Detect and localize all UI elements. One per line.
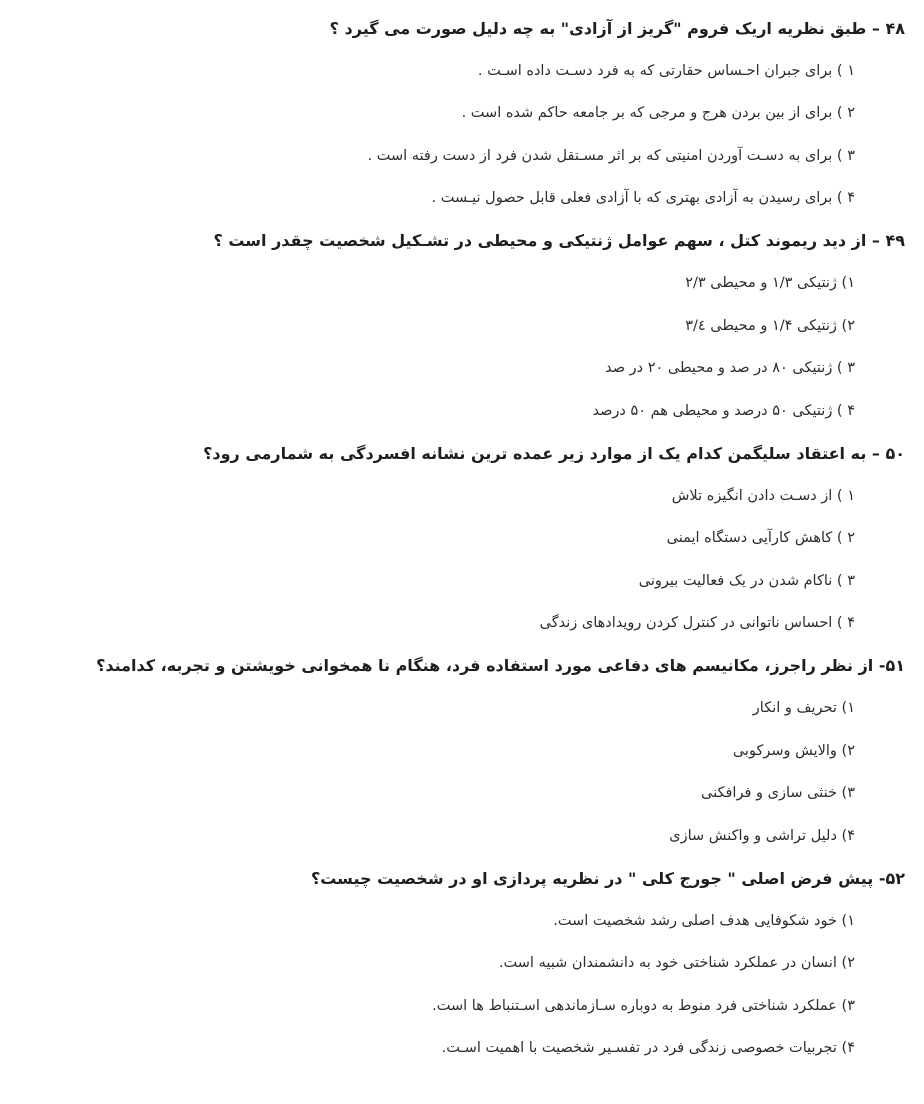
question-49-option-4: ۴ ) ژنتیکی ۵۰ درصد و محیطی هم ۵۰ درصد <box>592 402 855 419</box>
question-51-option-1: ۱) تحریف و انکار <box>752 700 855 717</box>
question-51-option-2: ۲) والایش وسرکوبی <box>732 742 855 759</box>
question-50-option-2: ۲ ) کاهش کارآیی دستگاه ایمنی <box>666 530 855 547</box>
question-49-option-1: ۱) ژنتیکی ۱/۳ و محیطی ۲/۳ <box>685 275 855 292</box>
question-51-text: ۵۱- از نظر راجرز، مکانیسم های دفاعی مورد استفاده فرد، هنگام نا همخوانی خویشتن و تجربه، کدامند؟ <box>96 656 905 676</box>
question-48-option-3: ۳ ) برای به دسـت آوردن امنیتی که بر اثر مسـتقل شدن فرد از دست رفته است . <box>367 147 855 164</box>
question-52-option-2: ۲) انسان در عملکرد شناختی خود به دانشمندان شبیه است. <box>498 955 855 972</box>
question-49-text: ۴۹ – از دید ریموند کتل ، سهم عوامل ژنتیکی و محیطی در تشـکیل شخصیت چقدر است ؟ <box>213 231 905 251</box>
question-50-text: ۵۰ – به اعتقاد سلیگمن کدام یک از موارد زیر عمده ترین نشانه افسردگی به شمارمی رود؟ <box>203 443 905 463</box>
question-48-option-4: ۴ ) برای رسیدن به آزادی بهتری که با آزادی فعلی قابل حصول نیـست . <box>431 190 855 207</box>
question-52-option-3: ۳) عملکرد شناختی فرد منوط به دوباره سـازماندهی اسـتنباط ها است. <box>432 997 855 1014</box>
question-52-option-1: ۱) خود شکوفایی هدف اصلی رشد شخصیت است. <box>553 912 855 929</box>
question-block-52 <box>10 857 905 1070</box>
question-52-text: ۵۲- پیش فرض اصلی " جورج کلی " در نظریه پردازی او در شخصیت چیست؟ <box>310 868 905 888</box>
question-48-option-2: ۲ ) برای از بین بردن هرج و مرجی که بر جامعه حاکم شده است . <box>461 105 855 122</box>
question-51-option-4: ۴) دلیل تراشی و واکنش سازی <box>669 827 855 844</box>
question-block-49 <box>10 220 905 433</box>
question-block-51 <box>10 645 905 858</box>
question-50-option-3: ۳ ) ناکام شدن در یک فعالیت بیرونی <box>638 572 855 589</box>
question-49-option-2: ۲) ژنتیکی ۱/۴ و محیطی ۳/٤ <box>685 317 855 334</box>
question-52-option-4: ۴) تجربیات خصوصی زندگی فرد در تفسـیر شخصیت با اهمیت اسـت. <box>441 1040 855 1057</box>
question-48-text: ۴۸ – طبق نظریه اریک فروم "گریز از آزادی" به چه دلیل صورت می گیرد ؟ <box>329 18 905 38</box>
question-50-option-1: ۱ ) از دسـت دادن انگیزه تلاش <box>671 487 855 504</box>
question-block-48 <box>10 7 905 220</box>
question-48-option-1: ۱ ) برای جبران احـساس حقارتی که به فرد دسـت داده اسـت . <box>477 62 855 79</box>
question-49-option-3: ۳ ) ژنتیکی ۸۰ در صد و محیطی ۲۰ در صد <box>605 360 855 377</box>
question-51-option-3: ۳) خنثی سازی و فرافکنی <box>701 785 855 802</box>
question-50-option-4: ۴ ) احساس ناتوانی در کنترل کردن رویدادهای زندگی <box>539 615 855 632</box>
question-block-50 <box>10 432 905 645</box>
